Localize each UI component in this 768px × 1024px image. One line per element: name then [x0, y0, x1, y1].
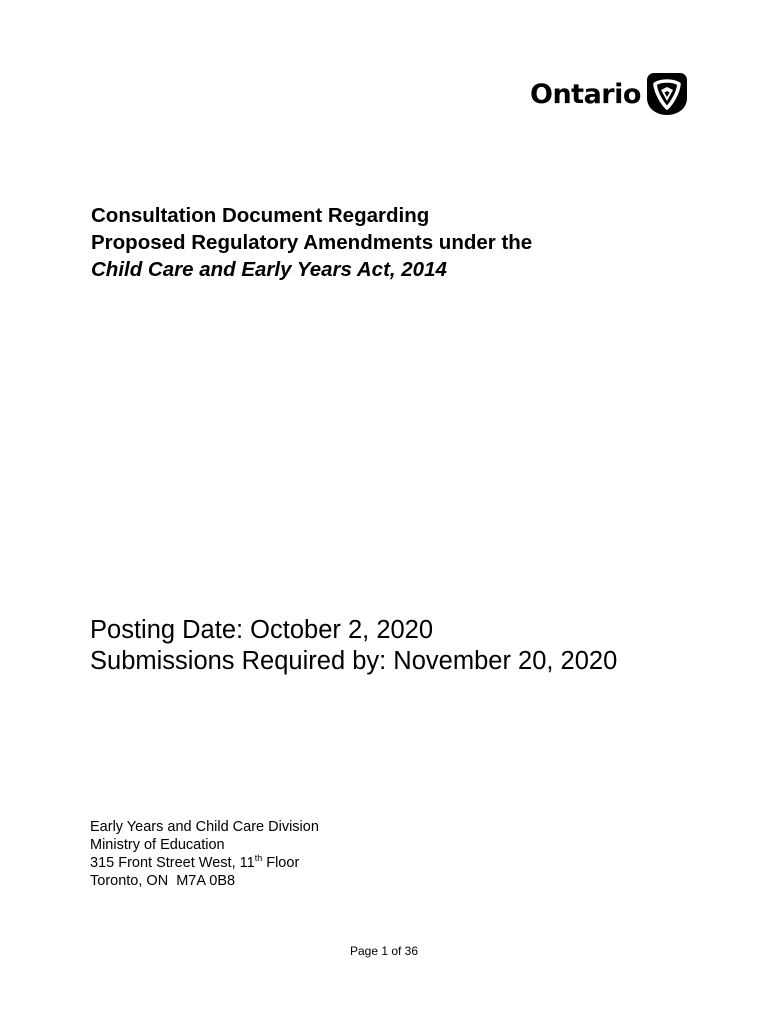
- city-postal-code: Toronto, ON M7A 0B8: [90, 873, 236, 889]
- title-line-1: Consultation Document Regarding: [91, 204, 430, 227]
- street-address-main: 315 Front Street West, 11: [90, 855, 255, 871]
- division-name: Early Years and Child Care Division: [90, 819, 319, 835]
- floor-ordinal-suffix: th: [254, 853, 263, 863]
- contact-address: [90, 818, 319, 890]
- consultation-dates: [90, 615, 617, 677]
- title-act-name: Child Care and Early Years Act, 2014: [91, 258, 447, 281]
- trillium-icon: [647, 73, 687, 115]
- street-address: [90, 854, 319, 872]
- page-number: Page 1 of 36: [349, 944, 419, 958]
- title-line-2: Proposed Regulatory Amendments under the: [91, 231, 533, 254]
- submission-deadline: Submissions Required by: November 20, 2020: [90, 647, 618, 675]
- posting-date: Posting Date: October 2, 2020: [90, 616, 434, 644]
- ontario-logo: [530, 72, 687, 116]
- street-address-floor: Floor: [262, 855, 300, 871]
- logo-wordmark: Ontario: [530, 78, 641, 110]
- document-title: [91, 202, 532, 283]
- ministry-name: Ministry of Education: [90, 837, 225, 853]
